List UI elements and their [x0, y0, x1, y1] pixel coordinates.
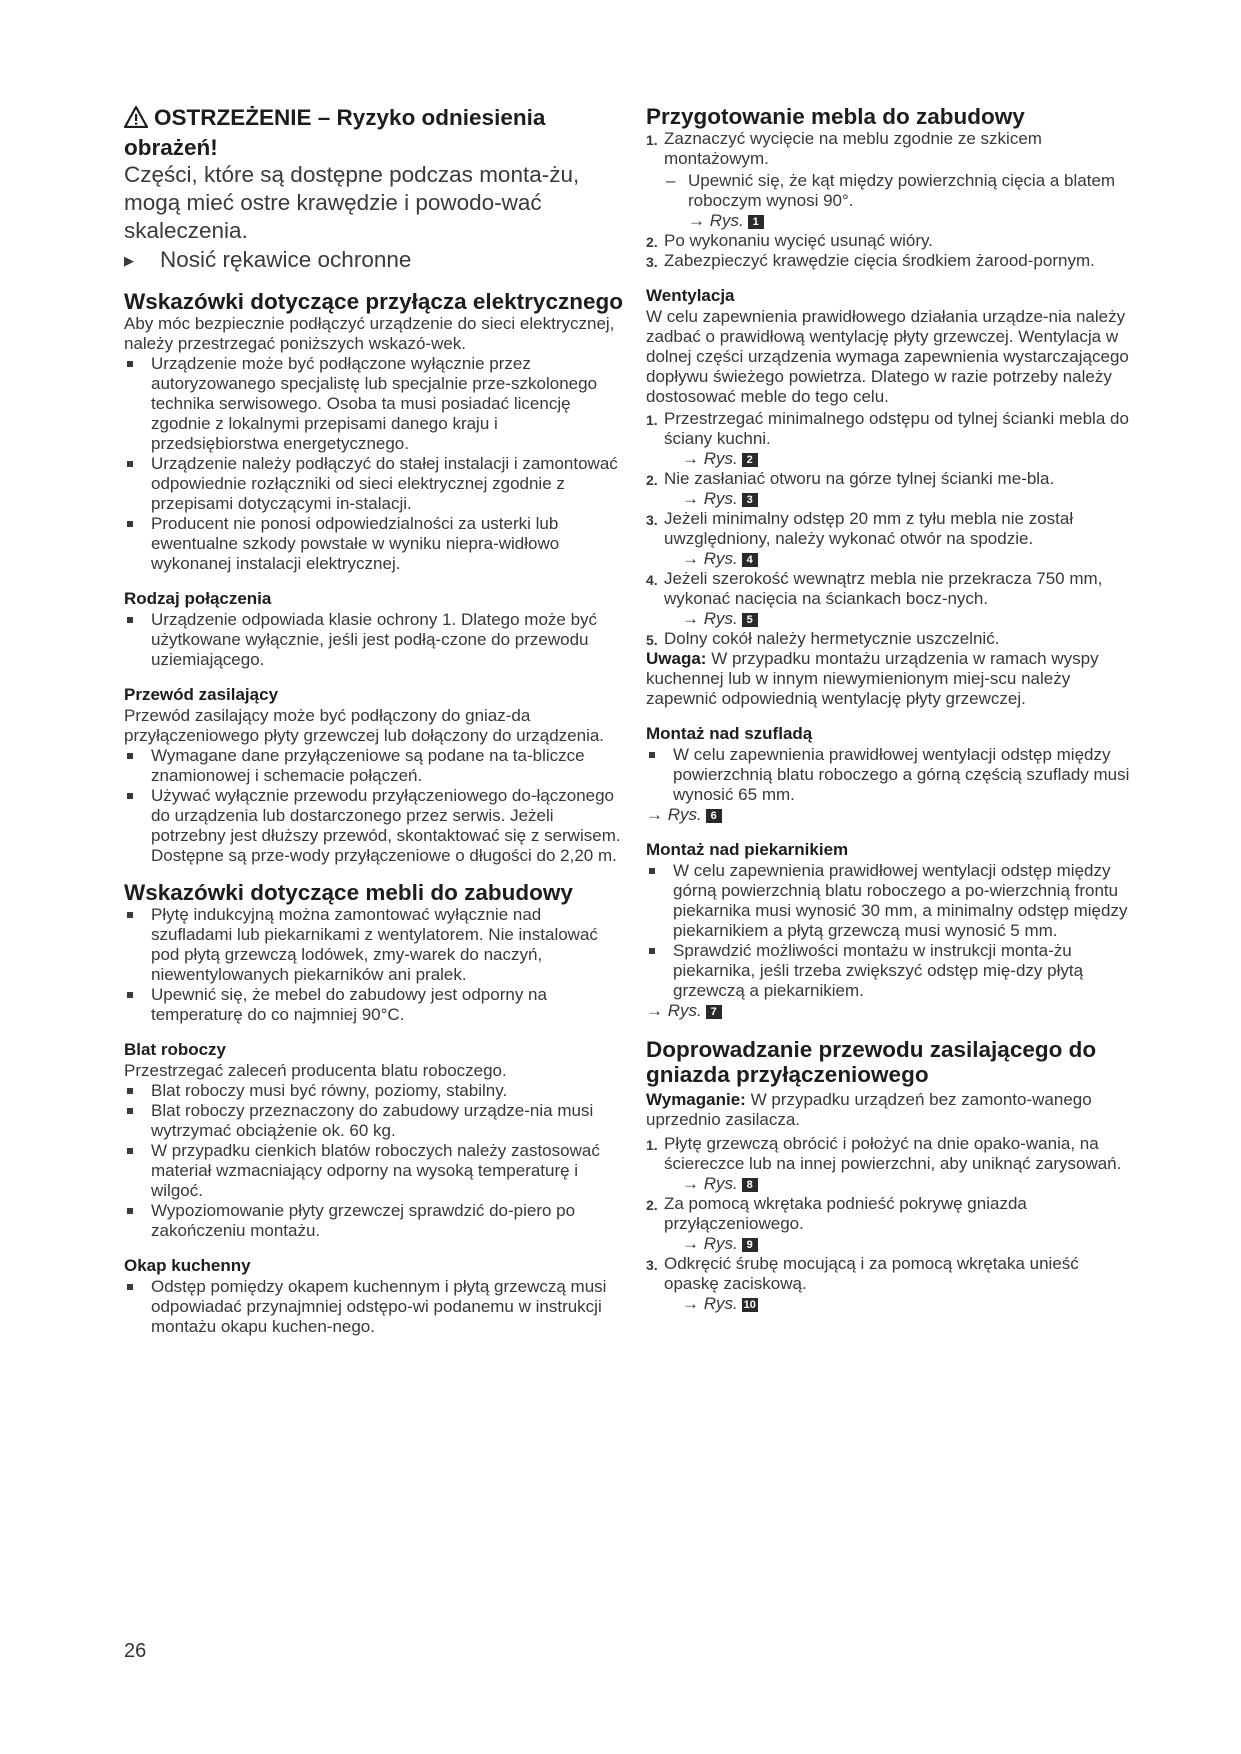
requirement-text: W przypadku urządzeń bez zamonto-wanego uprzednio zasilacza. — [646, 1090, 1092, 1129]
note-text: W przypadku montażu urządzenia w ramach wyspy kuchennej lub w innym niewymienionym miej-scu należy zapewnić odpowiednią wentylację płyty grzewczej. — [646, 649, 1099, 708]
bullet-icon — [127, 1208, 133, 1214]
furniture-list — [124, 905, 624, 1025]
figure-badge: 7 — [706, 1005, 722, 1019]
step-text: Po wykonaniu wycięć usunąć wióry. — [664, 231, 933, 250]
bullet-icon — [127, 992, 133, 998]
bullet-icon — [649, 752, 655, 758]
list-item-text: W przypadku cienkich blatów roboczych należy zastosować materiał wzmacniający odporny na wysoką temperaturę i wilgoć. — [151, 1141, 600, 1200]
figure-reference — [664, 489, 1136, 509]
step-number: 1. — [646, 412, 658, 428]
list-item — [646, 941, 1136, 1001]
figure-badge: 1 — [748, 215, 764, 229]
step-text: Dolny cokół należy hermetycznie uszczelnić. — [664, 629, 1000, 648]
list-item — [124, 514, 624, 574]
step-text: Nie zasłaniać otworu na górze tylnej ścianki me-bla. — [664, 469, 1055, 488]
list-item-text: Urządzenie należy podłączyć do stałej instalacji i zamontować odpowiednie rozłączniki od sieci elektrycznej zgodnie z przepisami dotyczącymi in-stalacji. — [151, 454, 618, 513]
section-title-electrical: Wskazówki dotyczące przyłącza elektrycznego — [124, 289, 623, 314]
worktop-intro: Przestrzegać zaleceń producenta blatu roboczego. — [124, 1061, 507, 1080]
ventilation-note — [646, 649, 1136, 709]
list-item — [124, 1201, 624, 1241]
electrical-list — [124, 354, 624, 574]
step-number: 3. — [646, 254, 658, 270]
figure-badge: 4 — [742, 553, 758, 567]
step-number: 5. — [646, 632, 658, 648]
section-title-prep: Przygotowanie mebla do zabudowy — [646, 104, 1025, 129]
bullet-icon — [127, 753, 133, 759]
bullet-icon — [127, 1108, 133, 1114]
bullet-icon — [127, 617, 133, 623]
step-text: Odkręcić śrubę mocującą i za pomocą wkrętaka unieść opaskę zaciskową. — [664, 1254, 1079, 1293]
power-cable-list — [124, 746, 624, 866]
warning-triangle-icon — [124, 106, 148, 134]
subsection-title-hood: Okap kuchenny — [124, 1256, 251, 1275]
step-item — [646, 509, 1136, 569]
step-number: 2. — [646, 472, 658, 488]
step-item — [646, 1134, 1136, 1194]
list-item-text: Blat roboczy musi być równy, poziomy, stabilny. — [151, 1081, 508, 1100]
figure-reference — [646, 805, 1136, 825]
figure-badge: 9 — [742, 1238, 758, 1252]
step-item — [646, 251, 1136, 271]
drawer-list — [646, 745, 1136, 805]
figure-ref-text: → Rys. — [682, 489, 738, 508]
subsection-title-oven: Montaż nad piekarnikiem — [646, 840, 849, 859]
list-item-text: Używać wyłącznie przewodu przyłączeniowego do-łączonego do urządzenia lub dostarczonego przez serwis. Jeżeli potrzebny jest dłuższy przewód, skontaktować się z serwisem. Dostępne są prze-wody przyłączeniowe o długości do 2,20 m. — [151, 786, 621, 865]
list-item — [124, 610, 624, 670]
step-text: Jeżeli szerokość wewnątrz mebla nie przekracza 750 mm, wykonać nacięcia na ściankach bocz-nych. — [664, 569, 1103, 608]
socket-steps — [646, 1134, 1136, 1314]
step-text: Zaznaczyć wycięcie na meblu zgodnie ze szkicem montażowym. — [664, 129, 1042, 168]
list-item-text: W celu zapewnienia prawidłowej wentylacji odstęp między górną powierzchnią blatu roboczego a po-wierzchnią frontu piekarnika musi wynosić 30 mm, a minimalny odstęp między piekarnikiem a płytą grzewczą musi wynosić 5 mm. — [673, 861, 1128, 940]
figure-reference — [664, 1174, 1136, 1194]
list-item-text: Urządzenie odpowiada klasie ochrony 1. Dlatego może być użytkowane wyłącznie, jeśli jest podłą-czone do przewodu uziemiającego. — [151, 610, 598, 669]
figure-reference — [664, 211, 1136, 231]
section-title-furniture: Wskazówki dotyczące mebli do zabudowy — [124, 880, 573, 905]
step-item — [646, 629, 1136, 649]
figure-badge: 2 — [742, 453, 758, 467]
warning-title — [124, 104, 624, 161]
step-number: 2. — [646, 1197, 658, 1213]
sub-step-text: Upewnić się, że kąt między powierzchnią cięcia a blatem roboczym wynosi 90°. — [688, 171, 1116, 210]
socket-requirement — [646, 1090, 1136, 1130]
step-item — [646, 409, 1136, 469]
figure-ref-text: → Rys. — [682, 1234, 738, 1253]
bullet-icon — [127, 1284, 133, 1290]
sub-step — [664, 171, 1136, 211]
list-item — [124, 905, 624, 985]
left-column — [124, 104, 624, 1337]
figure-ref-text: → Rys. — [682, 449, 738, 468]
figure-ref-text: → Rys. — [688, 211, 744, 230]
figure-reference — [646, 1001, 1136, 1021]
list-item-text: Wypoziomowanie płyty grzewczej sprawdzić do-piero po zakończeniu montażu. — [151, 1201, 576, 1240]
list-item-text: Wymagane dane przyłączeniowe są podane na ta-bliczce znamionowej i schemacie połączeń. — [151, 746, 585, 785]
ventilation-intro: W celu zapewnienia prawidłowego działania urządze-nia należy zadbać o prawidłową wentylację płyty grzewczej. Wentylacja w dolnej części urządzenia wymaga zapewnienia wystarczającego dopływu świeżego powietrza. Dlatego w razie potrzeby należy dostosować meble do tego celu. — [646, 307, 1129, 406]
step-item — [646, 231, 1136, 251]
page-number: 26 — [124, 1640, 147, 1662]
bullet-icon — [127, 1088, 133, 1094]
step-item — [646, 1194, 1136, 1254]
bullet-icon — [127, 521, 133, 527]
list-item — [646, 861, 1136, 941]
figure-badge: 3 — [742, 493, 758, 507]
step-number: 3. — [646, 1257, 658, 1273]
bullet-icon — [649, 948, 655, 954]
bullet-icon — [649, 868, 655, 874]
list-item-text: Urządzenie może być podłączone wyłącznie przez autoryzowanego specjalistę lub specjalnie prze-szkolonego technika serwisowego. Osoba ta musi posiadać licencję zgodnie z lokalnymi przepisami danego kraju i przedsiębiorstwa energetycznego. — [151, 354, 598, 453]
figure-ref-text: → Rys. — [682, 1174, 738, 1193]
figure-reference — [664, 1294, 1136, 1314]
bullet-icon — [127, 1148, 133, 1154]
step-text: Jeżeli minimalny odstęp 20 mm z tyłu mebla nie został uwzględniony, należy wykonać otwór na spodzie. — [664, 509, 1074, 548]
right-column — [646, 104, 1136, 1314]
step-number: 1. — [646, 1137, 658, 1153]
list-item — [646, 745, 1136, 805]
step-text: Za pomocą wkrętaka podnieść pokrywę gniazda przyłączeniowego. — [664, 1194, 1027, 1233]
list-item — [124, 1277, 624, 1337]
bullet-icon — [127, 461, 133, 467]
step-text: Zabezpieczyć krawędzie cięcia środkiem żarood-pornym. — [664, 251, 1095, 270]
electrical-intro: Aby móc bezpiecznie podłączyć urządzenie do sieci elektrycznej, należy przestrzegać poniższych wskazó-wek. — [124, 314, 615, 353]
list-item-text: Płytę indukcyjną można zamontować wyłącznie nad szufladami lub piekarnikami z wentylatorem. Nie instalować pod płytą grzewczą lodówek, zmy-warek do naczyń, niewentylowanych piekarników ani pralek. — [151, 905, 598, 984]
ventilation-steps — [646, 409, 1136, 649]
step-text: Przestrzegać minimalnego odstępu od tylnej ścianki mebla do ściany kuchni. — [664, 409, 1129, 448]
figure-ref-text: → Rys. — [682, 609, 738, 628]
list-item-text: Blat roboczy przeznaczony do zabudowy urządze-nia musi wytrzymać obciążenie ok. 60 kg. — [151, 1101, 594, 1140]
list-item — [124, 985, 624, 1025]
note-label: Uwaga: — [646, 649, 707, 668]
figure-ref-text: → Rys. — [682, 1294, 738, 1313]
step-number: 3. — [646, 512, 658, 528]
figure-reference — [664, 1234, 1136, 1254]
warning-body: Części, które są dostępne podczas monta-żu, mogą mieć ostre krawędzie i powodo-wać skaleczenia. — [124, 162, 580, 243]
figure-badge: 8 — [742, 1178, 758, 1192]
subsection-title-worktop: Blat roboczy — [124, 1040, 227, 1059]
warning-step — [124, 245, 624, 275]
oven-list — [646, 861, 1136, 1001]
subsection-title-drawer: Montaż nad szufladą — [646, 724, 813, 743]
figure-ref-text: → Rys. — [646, 1001, 702, 1020]
figure-badge: 5 — [742, 613, 758, 627]
figure-reference — [664, 549, 1136, 569]
hood-list — [124, 1277, 624, 1337]
step-number: 4. — [646, 572, 658, 588]
list-item-text: Sprawdzić możliwości montażu w instrukcji monta-żu piekarnika, jeśli trzeba zwiększyć odstęp mię-dzy płytą grzewczą a piekarnikiem. — [673, 941, 1084, 1000]
section-title-socket: Doprowadzanie przewodu zasilającego do gniazda przyłączeniowego — [646, 1037, 1097, 1087]
list-item-text: Odstęp pomiędzy okapem kuchennym i płytą grzewczą musi odpowiadać przynajmniej odstępo-wi podanemu w instrukcji montażu okapu kuchen-nego. — [151, 1277, 607, 1336]
warning-title-text: OSTRZEŻENIE – Ryzyko odniesienia obrażeń! — [124, 105, 546, 160]
figure-badge: 6 — [706, 809, 722, 823]
figure-reference — [664, 449, 1136, 469]
bullet-icon — [127, 912, 133, 918]
power-cable-intro: Przewód zasilający może być podłączony do gniaz-da przyłączeniowego płyty grzewczej lub dołączony do urządzenia. — [124, 706, 605, 745]
figure-ref-text: → Rys. — [682, 549, 738, 568]
list-item — [124, 354, 624, 454]
requirement-label: Wymaganie: — [646, 1090, 746, 1109]
subsection-title-power-cable: Przewód zasilający — [124, 685, 279, 704]
dash-icon: – — [666, 171, 676, 190]
list-item — [124, 1141, 624, 1201]
step-text: Płytę grzewczą obrócić i położyć na dnie opako-wania, na ściereczce lub na innej powierzchni, aby uniknąć zarysowań. — [664, 1134, 1122, 1173]
warning-step-text: Nosić rękawice ochronne — [160, 247, 412, 272]
worktop-list — [124, 1081, 624, 1241]
step-item — [646, 569, 1136, 629]
figure-badge: 10 — [743, 1299, 756, 1311]
list-item — [124, 1101, 624, 1141]
step-number: 1. — [646, 132, 658, 148]
subsection-title-ventilation: Wentylacja — [646, 286, 735, 305]
step-arrow-icon: ▶ — [124, 253, 134, 268]
list-item — [124, 1081, 624, 1101]
list-item — [124, 786, 624, 866]
figure-ref-text: → Rys. — [646, 805, 702, 824]
list-item-text: Producent nie ponosi odpowiedzialności za usterki lub ewentualne szkody powstałe w wyniku niepra-widłowo wykonanej instalacji elektrycznej. — [151, 514, 560, 573]
subsection-title-connection-type: Rodzaj połączenia — [124, 589, 272, 608]
prep-steps — [646, 129, 1136, 271]
step-item — [646, 129, 1136, 231]
list-item — [124, 454, 624, 514]
list-item-text: W celu zapewnienia prawidłowej wentylacji odstęp między powierzchnią blatu roboczego a górną częścią szuflady musi wynosić 65 mm. — [673, 745, 1130, 804]
bullet-icon — [127, 793, 133, 799]
figure-reference — [664, 609, 1136, 629]
bullet-icon — [127, 361, 133, 367]
step-item — [646, 1254, 1136, 1314]
list-item-text: Upewnić się, że mebel do zabudowy jest odporny na temperaturę do co najmniej 90°C. — [151, 985, 547, 1024]
connection-type-list — [124, 610, 624, 670]
list-item — [124, 746, 624, 786]
step-number: 2. — [646, 234, 658, 250]
step-item — [646, 469, 1136, 509]
